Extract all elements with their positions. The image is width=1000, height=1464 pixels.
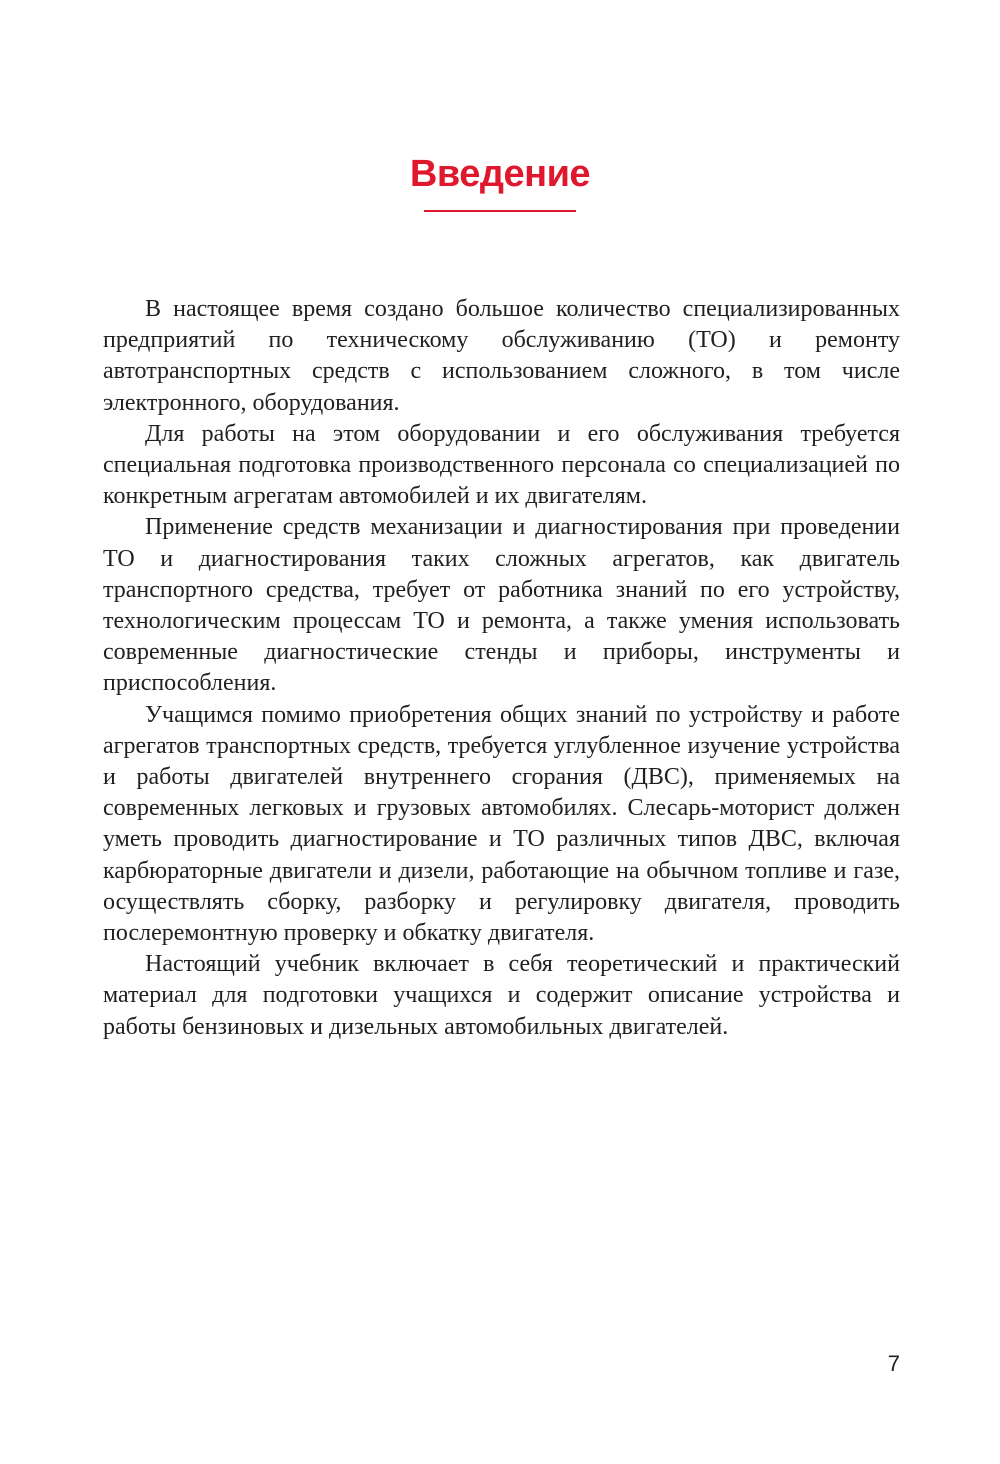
page-title: Введение — [409, 153, 591, 195]
title-underline — [424, 210, 576, 212]
paragraph: Для работы на этом оборудовании и его обслуживания требуется специальная подготовка производственного персонала со специализацией по конкретным агрегатам автомобилей и их двигателям. — [103, 420, 900, 510]
body-text — [103, 294, 900, 1043]
paragraph: Учащимся помимо приобретения общих знаний по устройству и работе агрегатов транспортных средств, требуется углубленное изучение устройства и работы двигателей внутреннего сгорания (ДВС), применяемых на современных легковых и грузовых автомобилях. Слесарь-моторист должен уметь проводить диагностирование и ТО различных типов ДВС, включая карбюраторные двигатели и дизели, работающие на обычном топливе и газе, осуществлять сборку, разборку и регулировку двигателя, проводить послеремонтную проверку и обкатку двигателя. — [103, 701, 900, 947]
paragraph: Применение средств механизации и диагностирования при проведении ТО и диагностирования таких сложных агрегатов, как двигатель транспортного средства, требует от работника знаний по его устройству, технологическим процессам ТО и ремонта, а также умения использовать современные диагностические стенды и приборы, инструменты и приспособления. — [103, 514, 900, 697]
paragraph: В настоящее время создано большое количество специализированных предприятий по техническому обслуживанию (ТО) и ремонту автотранспортных средств с использованием сложного, в том числе электронного, оборудования. — [103, 296, 900, 416]
page-number: 7 — [887, 1351, 900, 1376]
paragraph: Настоящий учебник включает в себя теоретический и практический материал для подготовки учащихся и содержит описание устройства и работы бензиновых и дизельных автомобильных двигателей. — [103, 951, 900, 1040]
